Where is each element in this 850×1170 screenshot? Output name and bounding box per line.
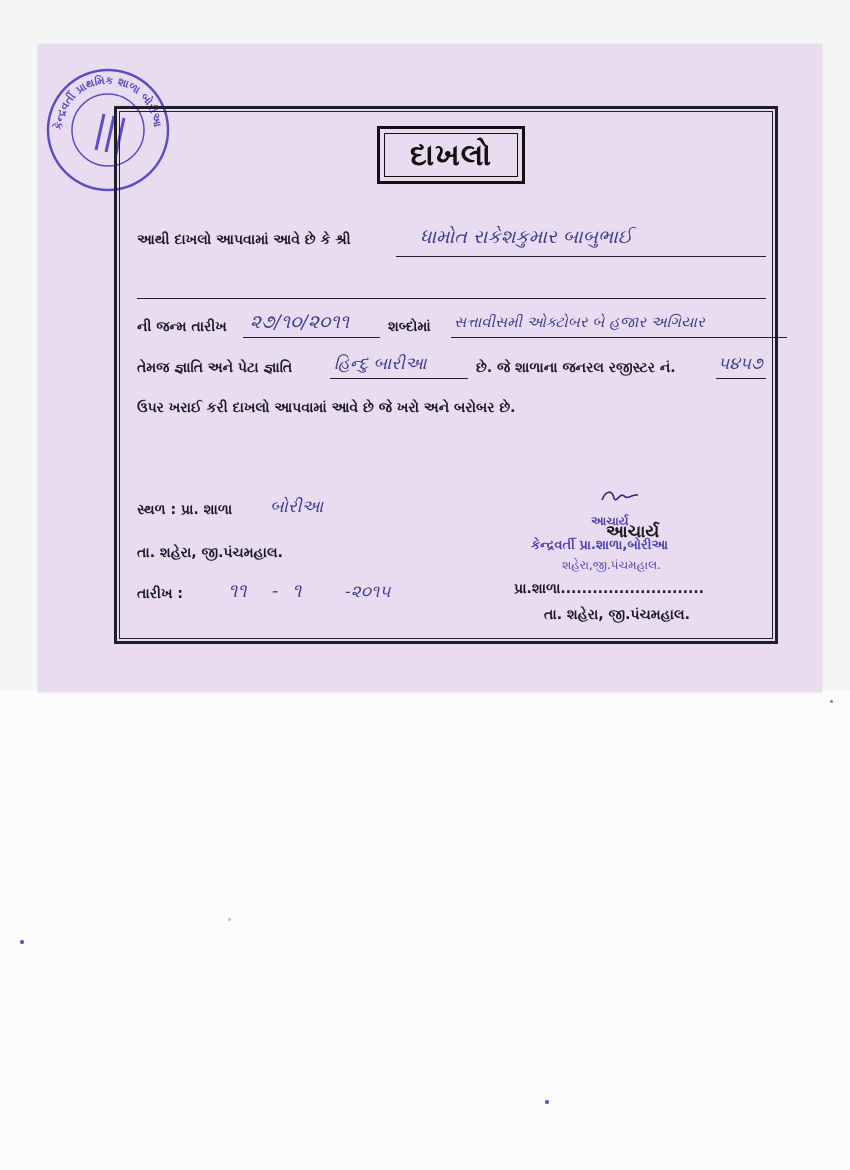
svg-text:કેન્દ્રવર્તી પ્રાથમિક શાળા બોર: કેન્દ્રવર્તી પ્રાથમિક શાળા બોરીઆ (51, 73, 165, 131)
date-label: તારીખ : (137, 586, 183, 602)
register-number: ૫૪૫૭ (718, 354, 763, 374)
principal-designation: આચાર્ય (606, 522, 660, 542)
birth-date-value: ૨૭/૧૦/૨૦૧૧ (250, 311, 350, 333)
birth-words-underline (451, 337, 787, 338)
scan-speck (228, 918, 231, 921)
scan-speck (20, 940, 24, 944)
caste-underline (330, 378, 468, 379)
date-month: ૧ (292, 580, 302, 602)
name-continuation-line (137, 298, 766, 299)
date-day: ૧૧ (228, 580, 247, 602)
birth-date-label: ની જન્મ તારીખ (137, 319, 227, 335)
register-underline (716, 378, 766, 379)
taluka-district-text: તા. શહેરા, જી.પંચમહાલ. (137, 545, 283, 561)
place-value: બોરીઆ (270, 497, 324, 517)
closing-statement: ઉપર ખરાઈ કરી દાખલો આપવામાં આવે છે જે ખરો અને બરોબર છે. (137, 400, 516, 416)
place-label: સ્થળ : પ્રા. શાળા (137, 502, 233, 518)
caste-label: તેમજ જ્ઞાતિ અને પેટા જ્ઞાતિ (137, 360, 293, 376)
lower-paper-area (0, 690, 850, 1170)
signature-taluka-district: તા. શહેરા, જી.પંચમહાલ. (544, 607, 690, 623)
student-name: ધામોત રાકેશકુમાર બાબુભાઈ (420, 226, 633, 248)
in-words-label: શબ્દોમાં (388, 319, 431, 335)
certificate-title: દાખલો (384, 133, 518, 177)
stamp-location: શહેરા,જી.પંચમહાલ. (562, 558, 662, 572)
signature-scribble (598, 486, 642, 506)
date-year: -૨૦૧૫ (345, 582, 391, 602)
scan-speck (830, 700, 833, 703)
name-underline (396, 256, 766, 257)
stamp-school-name: કેન્દ્રવર્તી પ્રા.શાળા,બોરીઆ (531, 538, 669, 553)
birth-date-underline (243, 337, 380, 338)
caste-value: હિન્દુ બારીઆ (334, 354, 427, 374)
birth-date-in-words: સત્તાવીસમી ઓક્ટોબર બે હજાર અગિયાર (454, 313, 705, 331)
certificate-title-box (377, 126, 525, 184)
name-prefix-text: આથી દાખલો આપવામાં આવે છે કે શ્રી (137, 232, 351, 248)
scan-speck (545, 1100, 549, 1104)
register-label: છે. જે શાળાના જનરલ રજીસ્ટર નં. (476, 360, 676, 376)
date-separator: - (272, 580, 279, 602)
stamp-designation: આચાર્ય (591, 514, 629, 528)
school-signature-line: પ્રા.શાળા........................... (514, 581, 705, 597)
